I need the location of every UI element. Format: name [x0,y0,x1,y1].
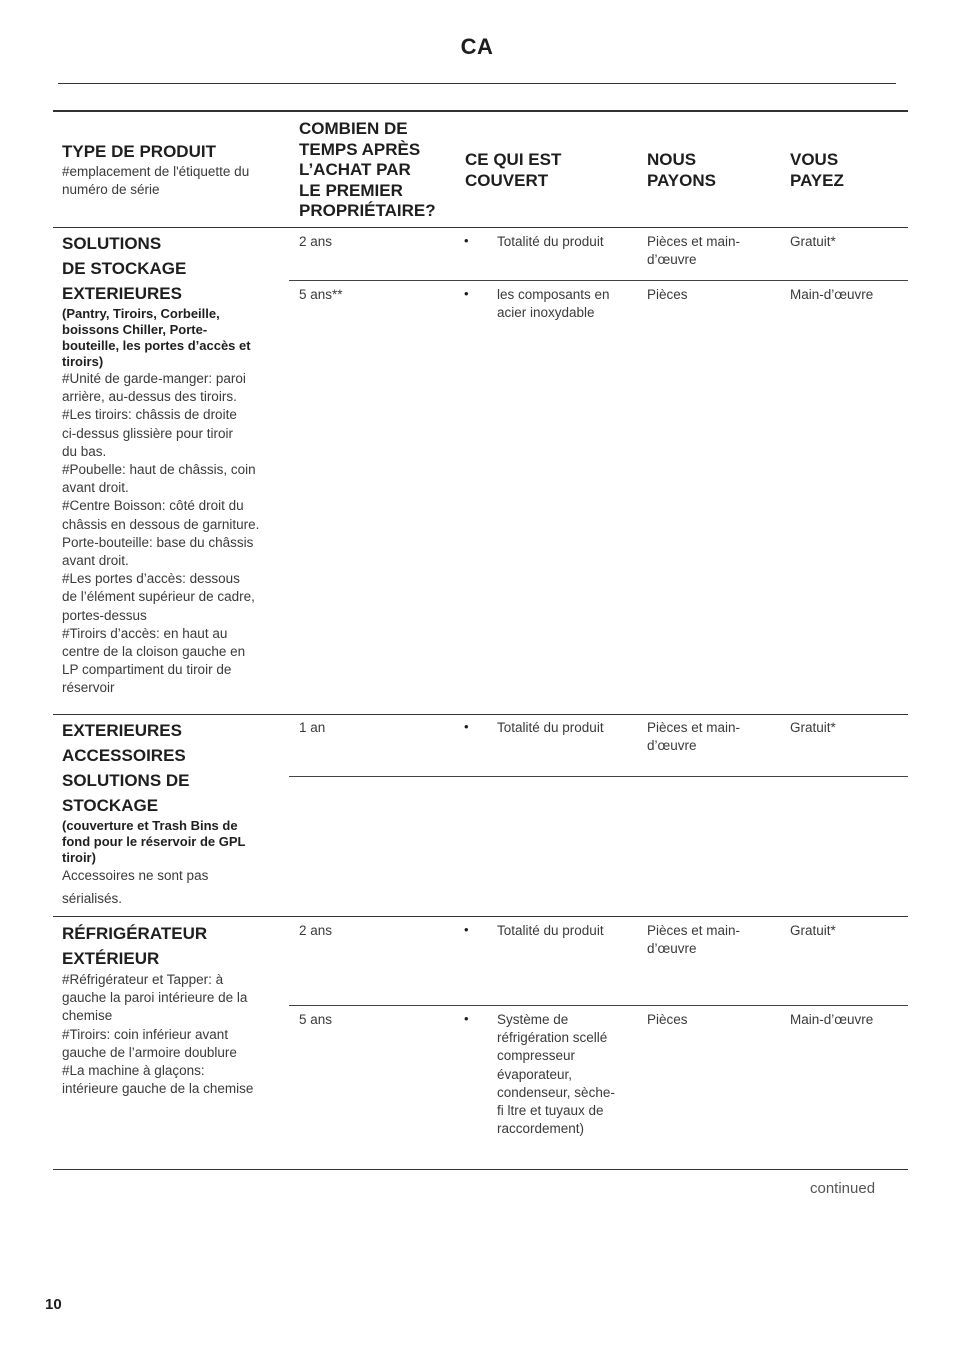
coverage-line: Totalité du produit [497,923,604,938]
subtitle-line: bouteille, les portes d’accès et [62,338,251,353]
section-title [62,231,287,306]
subtitle-line: tiroirs) [62,354,104,369]
header-sub-line: numéro de série [62,181,160,197]
duration-cell: 1 an [299,720,326,735]
we-pay-line: Pièces et main- [647,234,741,249]
title-line: EXTERIEURES [62,284,182,303]
note-line: #La machine à glaçons: [62,1063,205,1079]
header-divider [58,83,896,84]
note-line: sérialisés. [62,891,123,906]
header-line: TEMPS APRÈS [299,139,421,159]
row-divider [289,280,908,281]
note-line: réservoir [62,680,115,696]
note-line: #Poubelle: haut de châssis, coin [62,462,256,478]
header-product-type-label: TYPE DE PRODUIT [62,142,216,161]
title-line: SOLUTIONS [62,234,162,253]
we-pay-cell [647,922,740,958]
subtitle-line: (couverture et Trash Bins de [62,818,238,833]
header-line: NOUS [647,150,697,169]
we-pay-line: d’œuvre [647,252,697,268]
section-product-description [62,231,287,698]
table-top-rule [53,110,908,112]
section-title [62,718,287,818]
serial-location-notes [62,864,287,910]
note-line: #Les tiroirs: châssis de droite [62,407,237,423]
coverage-cell [497,719,604,737]
duration-cell: 5 ans** [299,287,343,302]
title-line: SOLUTIONS DE [62,771,190,790]
note-line: portes-dessus [62,607,147,623]
note-line: #Centre Boisson: côté droit du [62,498,244,514]
language-code: CA [460,34,494,59]
note-line: #Réfrigérateur et Tapper: à [62,972,224,987]
coverage-line: acier inoxydable [497,305,595,321]
subtitle-line: (Pantry, Tiroirs, Corbeille, [62,306,220,321]
note-line: intérieure gauche de la chemise [62,1081,254,1097]
note-line: #Unité de garde-manger: paroi [62,371,246,386]
header-product-type-sub [62,163,287,199]
note-line: arrière, au-dessus des tiroirs. [62,389,237,405]
coverage-cell [497,922,604,940]
subtitle-line: tiroir) [62,850,96,865]
you-pay-cell: Gratuit* [790,720,836,735]
bullet-icon: • [464,233,469,248]
note-line: #Les portes d’accès: dessous [62,571,240,587]
bullet-icon: • [464,719,469,734]
section-product-description [62,718,287,910]
header-duration [299,119,436,222]
note-line: Porte-bouteille: base du châssis [62,534,254,550]
note-line: du bas. [62,443,107,459]
title-line: DE STOCKAGE [62,259,187,278]
note-line: centre de la cloison gauche en [62,644,246,660]
bullet-icon: • [464,1011,469,1026]
we-pay-line: d’œuvre [647,738,697,754]
header-we-pay [647,150,716,191]
section-product-description [62,921,287,1098]
page-number: 10 [45,1296,62,1313]
section-subtitle [62,818,287,866]
we-pay-line: Pièces et main- [647,720,741,735]
note-line: ci-dessus glissière pour tiroir [62,425,234,441]
duration-cell: 5 ans [299,1012,333,1027]
we-pay-cell [647,719,740,755]
coverage-line: évaporateur, [497,1066,573,1082]
row-divider [289,776,908,777]
we-pay-line: d’œuvre [647,941,697,957]
we-pay-cell [647,233,740,269]
header-covered [465,150,561,191]
header-line: VOUS [790,150,839,169]
we-pay-cell [647,1011,688,1029]
section-subtitle [62,306,287,370]
header-line: COUVERT [465,170,549,190]
header-line: L’ACHAT PAR [299,160,411,179]
note-line: Accessoires ne sont pas [62,868,209,883]
note-line: châssis en dessous de garniture. [62,516,260,532]
note-line: #Tiroirs d’accès: en haut au [62,625,228,641]
note-line: LP compartiment du tiroir de [62,662,232,678]
header-sub-line: #emplacement de l'étiquette du [62,163,250,179]
coverage-cell [497,1011,615,1138]
bullet-icon: • [464,922,469,937]
you-pay-cell: Gratuit* [790,234,836,249]
section-divider [53,916,908,917]
coverage-line: raccordement) [497,1121,585,1137]
title-line: ACCESSOIRES [62,746,186,765]
serial-location-notes [62,971,287,1098]
header-bottom-rule [53,227,908,228]
section-divider [53,714,908,715]
header-product-type [62,142,287,199]
row-divider [289,1005,908,1006]
coverage-line: Totalité du produit [497,234,604,249]
header-line: PROPRIÉTAIRE? [299,201,436,220]
coverage-line: réfrigération scellé [497,1030,608,1046]
coverage-line: Système de [497,1012,569,1027]
note-line: chemise [62,1008,113,1024]
section-title [62,921,287,971]
note-line: avant droit. [62,553,129,569]
coverage-cell [497,233,604,251]
continued-note: continued [810,1180,876,1197]
table-bottom-rule [53,1169,908,1170]
subtitle-line: fond pour le réservoir de GPL [62,834,246,849]
we-pay-cell [647,286,688,304]
header-line: LE PREMIER [299,180,403,200]
you-pay-cell: Main-d’œuvre [790,1012,874,1027]
header-line: PAYEZ [790,170,844,190]
note-line: #Tiroirs: coin inférieur avant [62,1026,229,1042]
coverage-cell [497,286,610,322]
we-pay-line: Pièces [647,287,688,302]
coverage-line: compresseur [497,1048,576,1064]
header-line: CE QUI EST [465,150,562,169]
title-line: EXTÉRIEUR [62,949,160,968]
coverage-line: Totalité du produit [497,720,604,735]
we-pay-line: Pièces et main- [647,923,741,938]
header-line: COMBIEN DE [299,119,408,138]
duration-cell: 2 ans [299,234,333,249]
serial-location-notes [62,370,287,698]
note-line: avant droit. [62,480,129,496]
title-line: STOCKAGE [62,796,159,815]
bullet-icon: • [464,286,469,301]
title-line: EXTERIEURES [62,721,182,740]
note-line: gauche de l’armoire doublure [62,1044,237,1060]
header-you-pay [790,150,844,191]
we-pay-line: Pièces [647,1012,688,1027]
header-line: PAYONS [647,170,716,190]
you-pay-cell: Gratuit* [790,923,836,938]
subtitle-line: boissons Chiller, Porte- [62,322,208,337]
coverage-line: les composants en [497,287,610,302]
title-line: RÉFRIGÉRATEUR [62,924,208,943]
duration-cell: 2 ans [299,923,333,938]
note-line: gauche la paroi intérieure de la [62,990,248,1006]
you-pay-cell: Main-d’œuvre [790,287,874,302]
coverage-line: fi ltre et tuyaux de [497,1103,604,1119]
note-line: de l’élément supérieur de cadre, [62,589,255,605]
coverage-line: condenseur, sèche- [497,1084,615,1100]
